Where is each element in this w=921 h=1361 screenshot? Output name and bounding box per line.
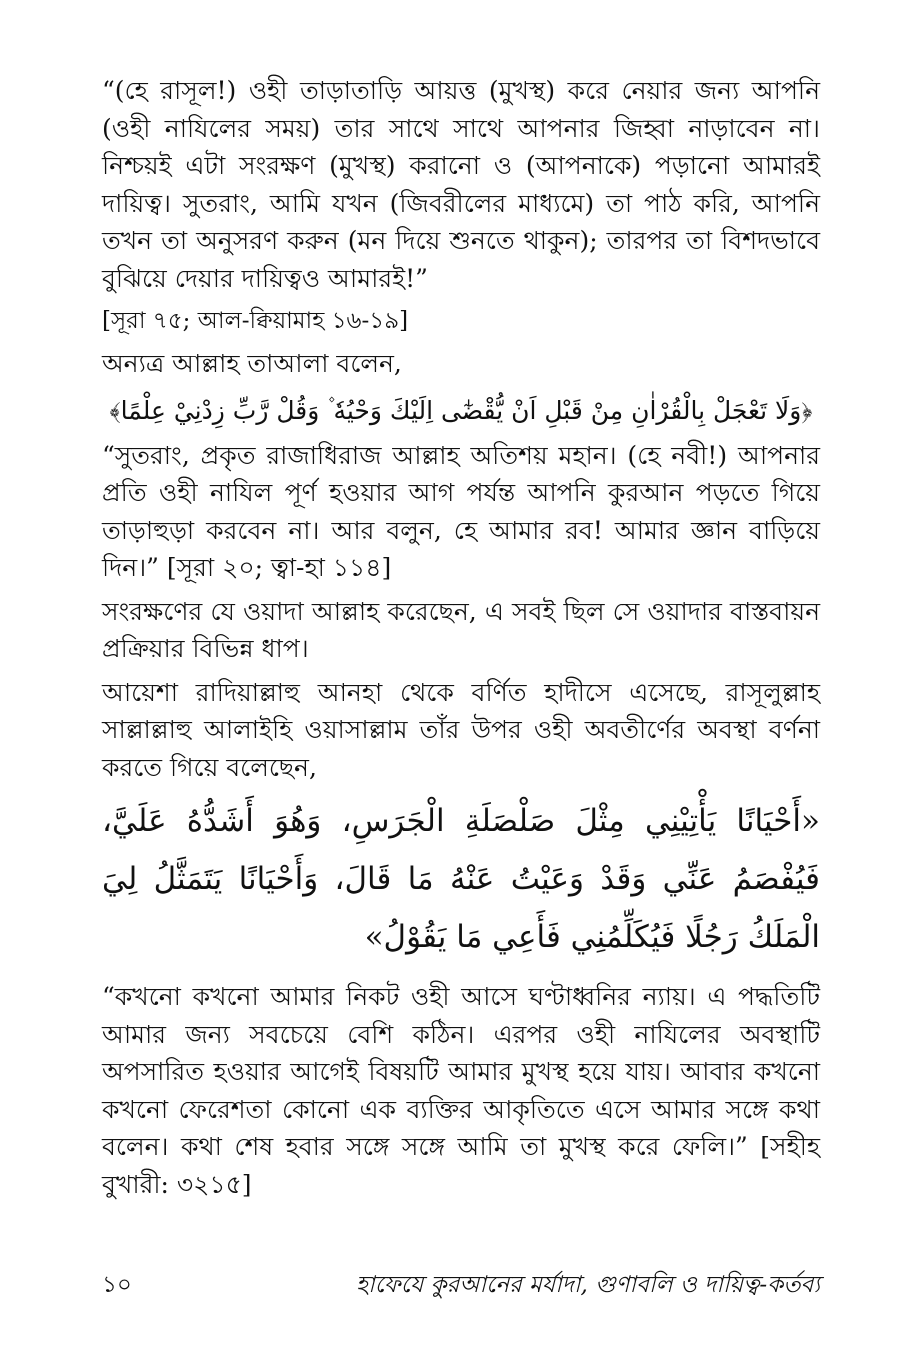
surah-reference: [সূরা ৭৫; আল-ক্বিয়ামাহ ১৬-১৯] [102, 308, 409, 334]
page-footer [102, 1266, 820, 1306]
page-body [102, 72, 820, 1209]
page-number: ১০ [102, 1272, 132, 1298]
arabic-hadith: «أَحْيَانًا يَأْتِيْنِي مِثْلَ صَلْصَلَةِ الْجَرَسِ، وَهُوَ أَشَدُّهُ عَلَيَّ، فَيُفْصَمُ عَنِّي وَقَدْ وَعَيْتُ عَنْهُ مَا قَالَ، وَأَحْيَانًا يَتَمَثَّلُ لِيَ الْمَلَكُ رَجُلًا فَيُكَلِّمُنِي فَأَعِي مَا يَقُوْلُ» [102, 803, 820, 955]
running-title: হাফেযে কুরআনের মর্যাদা, গুণাবলি ও দায়িত্ব-কর্তব্য [355, 1272, 820, 1298]
arabic-verse: ﴿وَلَا تَعْجَلْ بِالْقُرْاٰنِ مِنْ قَبْلِ اَنْ يُّقْضٰٓى اِلَيْكَ وَحْيُهٗ ۫ وَقُلْ رَّبِّ زِدْنِيْ عِلْمًا﴾ [109, 395, 813, 425]
hadith-translation-paragraph: “কখনো কখনো আমার নিকট ওহী আসে ঘণ্টাধ্বনির ন্যায়। এ পদ্ধতিটি আমার জন্য সবচেয়ে বেশি কঠিন। এরপর ওহী নাযিলের অবস্থাটি অপসারিত হওয়ার আগেই বিষয়টি আমার মুখস্থ হয়ে যায়। আবার কখনো কখনো ফেরেশতা কোনো এক ব্যক্তির আকৃতিতে এসে আমার সঙ্গে কথা বলেন। কথা শেষ হবার সঙ্গে সঙ্গে আমি তা মুখস্থ করে ফেলি।” [সহীহ বুখারী: ৩২১৫] [102, 982, 820, 1199]
quran-translation-paragraph: “(হে রাসূল!) ওহী তাড়াতাড়ি আয়ত্ত (মুখস্থ) করে নেয়ার জন্য আপনি (ওহী নাযিলের সময়) তার সাথে সাথে আপনার জিহ্বা নাড়াবেন না। নিশ্চয়ই এটা সংরক্ষণ (মুখস্থ) করানো ও (আপনাকে) পড়ানো আমারই দায়িত্ব। সুতরাং, আমি যখন (জিবরীলের মাধ্যমে) তা পাঠ করি, আপনি তখন তা অনুসরণ করুন (মন দিয়ে শুনতে থাকুন); তারপর তা বিশদভাবে বুঝিয়ে দেয়ার দায়িত্বও আমারই!” [102, 76, 820, 293]
verse-translation-paragraph: “সুতরাং, প্রকৃত রাজাধিরাজ আল্লাহ অতিশয় মহান। (হে নবী!) আপনার প্রতি ওহী নাযিল পূর্ণ হওয়ার আগ পর্যন্ত আপনি কুরআন পড়তে গিয়ে তাড়াহুড়া করবেন না। আর বলুন, হে আমার রব! আমার জ্ঞান বাড়িয়ে দিন।” [সূরা ২০; ত্বা-হা ১১৪] [102, 440, 820, 582]
intro-paragraph: অন্যত্র আল্লাহ তাআলা বলেন, [102, 349, 402, 378]
preservation-paragraph: সংরক্ষণের যে ওয়াদা আল্লাহ করেছেন, এ সবই ছিল সে ওয়াদার বাস্তবায়ন প্রক্রিয়ার বিভিন্ন ধাপ। [102, 596, 820, 663]
hadith-intro-paragraph: আয়েশা রাদিয়াল্লাহু আনহা থেকে বর্ণিত হাদীসে এসেছে, রাসূলুল্লাহ সাল্লাল্লাহু আলাইহি ওয়াসাল্লাম তাঁর উপর ওহী অবতীর্ণের অবস্থা বর্ণনা করতে গিয়ে বলেছেন, [102, 677, 820, 782]
